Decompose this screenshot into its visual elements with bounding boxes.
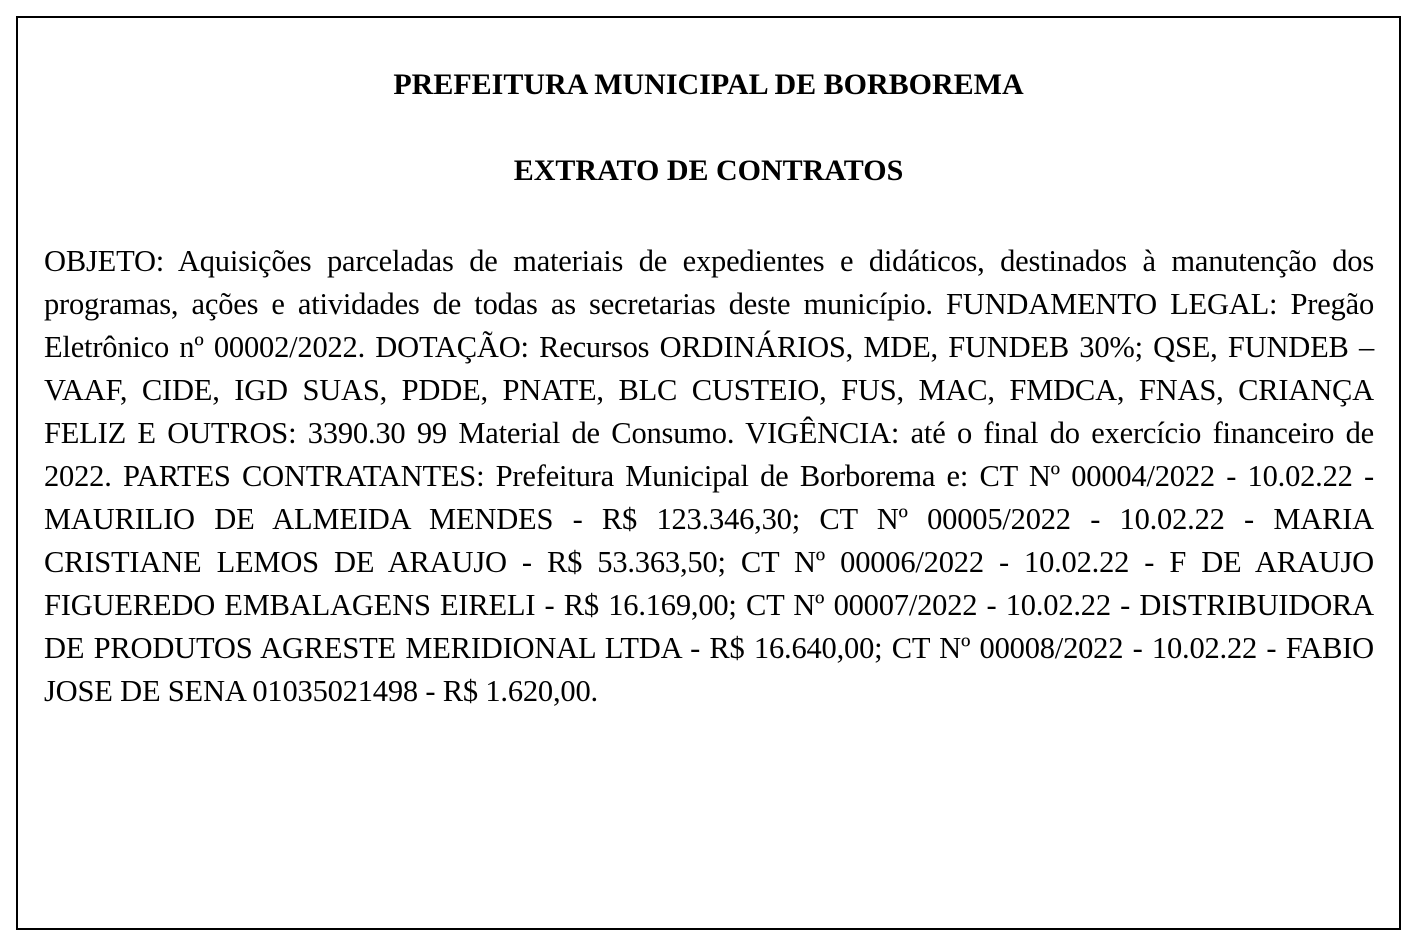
- document-subheading: EXTRATO DE CONTRATOS: [513, 154, 904, 187]
- document-heading: PREFEITURA MUNICIPAL DE BORBOREMA: [393, 68, 1024, 101]
- document-body: OBJETO: Aquisições parceladas de materiais de expedientes e didáticos, destinados à manutenção dos programas, ações e atividades de todas as secretarias deste município. FUNDAMENTO LEGAL: Pregão Eletrônico nº 00002/2022. DOTAÇÃO: Recursos ORDINÁRIOS, MDE, FUNDEB 30%; QSE, FUNDEB – VAAF, CIDE, IGD SUAS, PDDE, PNATE, BLC CUSTEIO, FUS, MAC, FMDCA, FNAS, CRIANÇA FELIZ E OUTROS: 3390.30 99 Material de Consumo. VIGÊNCIA: até o final do exercício financeiro de 2022. PARTES CONTRATANTES: Prefeitura Municipal de Borborema e: CT Nº 00004/2022 - 10.02.22 - MAURILIO DE ALMEIDA MENDES - R$ 123.346,30; CT Nº 00005/2022 - 10.02.22 - MARIA CRISTIANE LEMOS DE ARAUJO - R$ 53.363,50; CT Nº 00006/2022 - 10.02.22 - F DE ARAUJO FIGUEREDO EMBALAGENS EIRELI - R$ 16.169,00; CT Nº 00007/2022 - 10.02.22 - DISTRIBUIDORA DE PRODUTOS AGRESTE MERIDIONAL LTDA - R$ 16.640,00; CT Nº 00008/2022 - 10.02.22 - FABIO JOSE DE SENA 01035021498 - R$ 1.620,00.: [44, 244, 1374, 708]
- document-frame: [16, 16, 1401, 930]
